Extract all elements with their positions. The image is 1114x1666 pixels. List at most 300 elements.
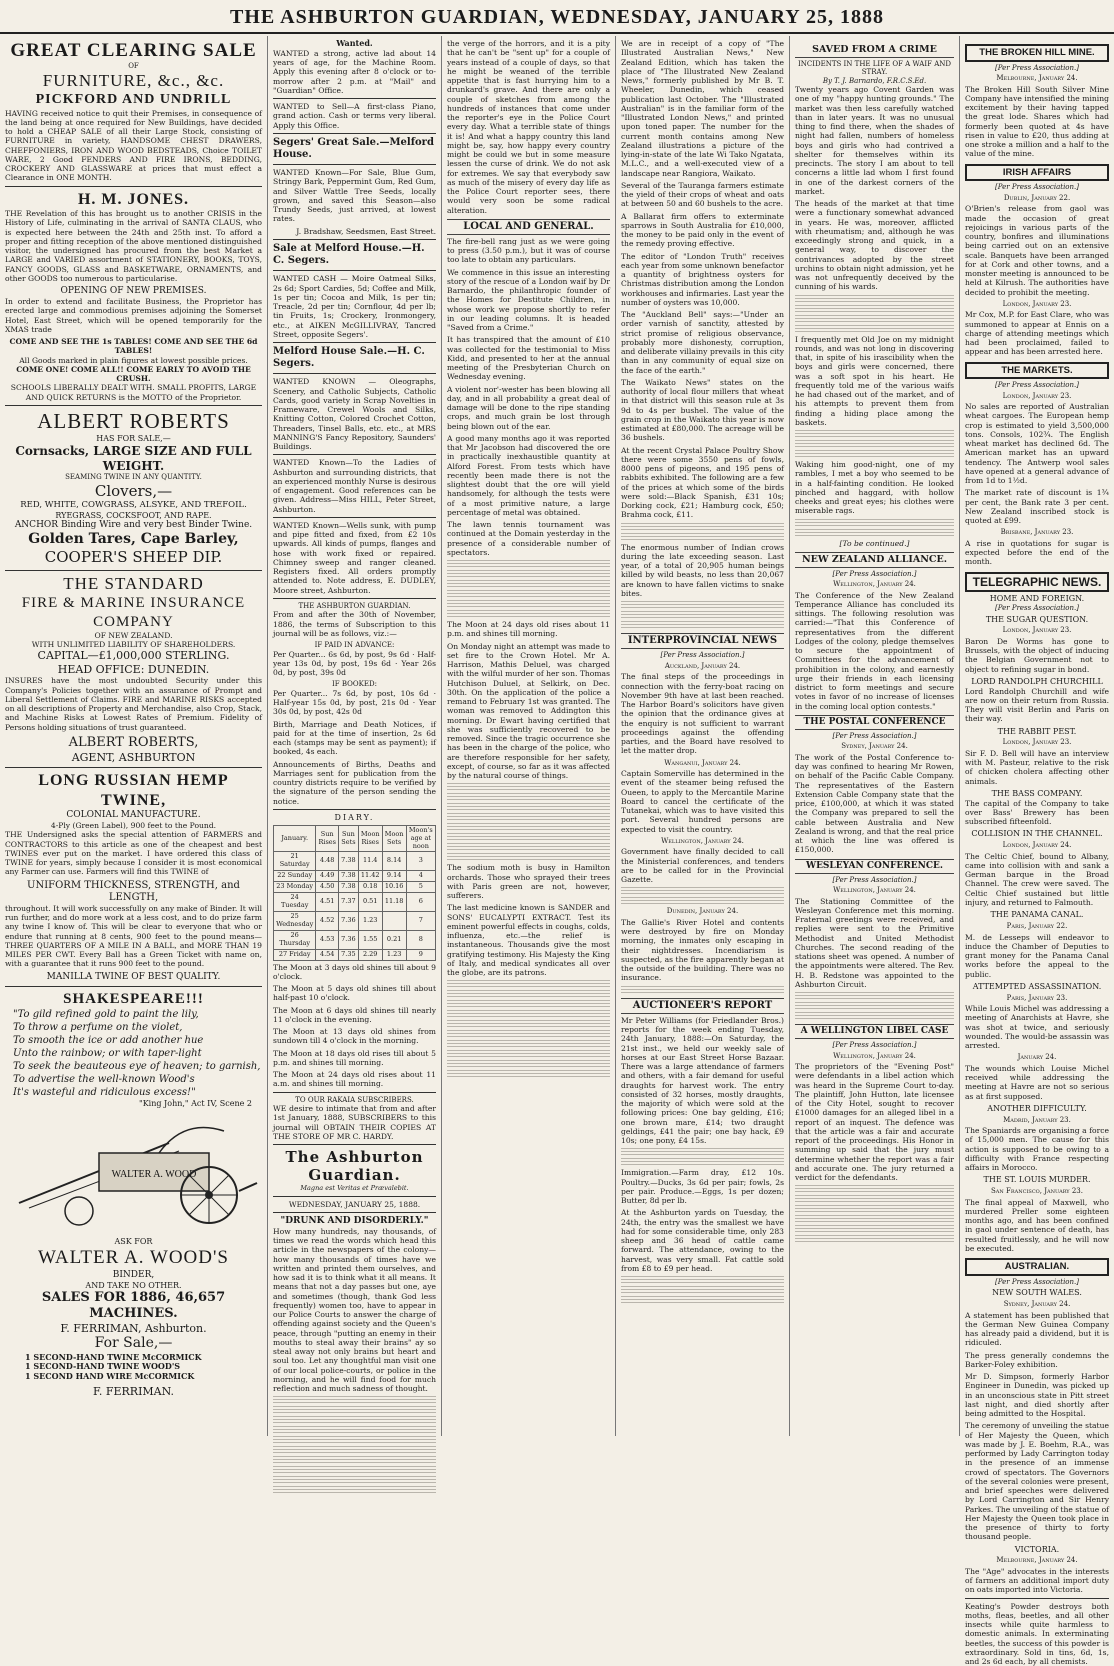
subscription-intro: From and after the 30th of November, 1886, the terms of Subscription to this journal will be as follows, viz.:—: [273, 610, 436, 638]
news-heading: THE SUGAR QUESTION.: [985, 614, 1089, 624]
wanted-ad: WANTED to Sell—A first-class Piano, grand action. Cash or terms very liberal. Apply this Office.: [273, 102, 436, 130]
illegible-text: [447, 980, 610, 988]
ad-insurance-capital: CAPITAL—£1,000,000 STERLING.: [37, 649, 230, 663]
news-item: We are in receipt of a copy of "The Illustrated Australian News," New Zealand Edition, which has taken the place of "The Illustrated New Zealand News," formerly published by Mr B. T. Wheeler, Dunedin, which ceased publication last October. The "Illustrated Australian" is in the familiar form of the "Illustrated London News," and printed upon toned paper. The number for the current month contains among New Zealand illustrations a picture of the lying-in-state of the late Wi Tako Ngatata, M.L.C., and a well-executed view of a landscape near Rangiora, Waikato.: [621, 39, 784, 178]
telegraphic-heading: TELEGRAPHIC NEWS.: [965, 572, 1109, 593]
ad-wood-title: WALTER A. WOOD'S: [38, 1247, 229, 1269]
ad-jones-subheading: OPENING OF NEW PREMISES.: [60, 286, 207, 297]
illegible-text: [447, 813, 610, 821]
diary-cell: 4.51: [316, 893, 339, 912]
diary-table: [273, 825, 436, 961]
divider: [5, 767, 262, 768]
rakaia-notice: WE desire to intimate that from and after 1st January, 1888, SUBSCRIBERS to this journal will OBTAIN THEIR COPIES AT THE STORE OF MR C. HARDY.: [273, 1104, 436, 1141]
dateline: London, January 23.: [1002, 626, 1072, 635]
ad-wood-for-sale: For Sale,—: [94, 1335, 173, 1352]
illegible-text: [795, 325, 954, 333]
moon-note: The Moon at 13 days old shines from sundown till 4 o'clock in the morning.: [273, 1027, 436, 1046]
news-item: The ceremony of unveiling the statue of Her Majesty the Queen, which was made by J. E. Boehm, R.A., was performed by Lady Carrington today in the presence of an immense crowd of spectators. The Governors of the several colonies were present, and brief speeches were delivered by Lord Carrington and Sir Henry Parkes. The unveiling of the statue of Her Majesty the Queen took place in the presence of thirty to forty thousand people.: [965, 1421, 1109, 1542]
diary-cell: 1.23: [382, 949, 406, 960]
dateline: Wellington, January 24.: [833, 886, 916, 895]
ad-jones-body-2: In order to extend and facilitate Business, the Proprietor has erected large and commodious premises adjoining the Somerset Hotel, East Street, which will be opened temporarily for the XMAS trade: [5, 297, 262, 334]
diary-cell: 0.18: [358, 882, 382, 893]
news-item: The market rate of discount is 1¾ per cent, the Bank rate 3 per cent. New Zealand inscribed stock is quoted at £99.: [965, 488, 1109, 526]
illegible-text: [795, 529, 954, 537]
diary-cell: 11.42: [358, 871, 382, 882]
ad-roberts-clovers: Clovers,—: [94, 481, 173, 500]
auctioneer-report: At the Ashburton yards on Tuesday, the 24th, the entry was the smallest we have had for some considerable time, only 283 sheep and 36 head of cattle came forward. The attendance, owing to the harvest, was very small. Fat cattle sold from £8 to £9 per head.: [621, 1208, 784, 1273]
illegible-text: [447, 600, 610, 608]
wanted-ad: WANTED Known—For Sale, Blue Gum, Stringy Bark, Peppermint Gum, Red Gum, and Silver Wattle Tree Seeds, locally grown, and saved this Season—also Trundy Seeds, just arrived, at lowest rates.: [273, 168, 436, 224]
illegible-text: [447, 1060, 610, 1068]
news-item: The press generally condemns the Barker-Foley exhibition.: [965, 1350, 1109, 1369]
diary-cell: 0.21: [382, 930, 406, 949]
news-item: The Gallie's River Hotel and contents were destroyed by fire on Monday morning, the inmates only escaping in their nightdresses. Incendiarism is suspected, as the fire apparently began at the outside of the building. There was no insurance.: [621, 917, 784, 983]
diary-cell: 24 Tuesday: [274, 893, 316, 912]
machine-label: WALTER A. WOOD: [111, 1168, 196, 1180]
illegible-text: [273, 1426, 436, 1434]
illegible-text: [795, 1235, 954, 1243]
illegible-text: [621, 887, 784, 895]
ad-wood-ask: ASK FOR: [114, 1236, 153, 1246]
divider: [273, 1212, 436, 1213]
illegible-text: [273, 1436, 436, 1444]
subscription-booked-label: IF BOOKED:: [332, 680, 377, 689]
illegible-text: [447, 580, 610, 588]
news-item: Captain Somerville has determined in the event of the steamer being refused the Oueen, to apply to the Mercantile Marine Board to cancel the certificate of the Tutanekai, which was to have visited this port. Several hundred persons are expected to visit the country.: [621, 769, 784, 834]
news-item: The editor of "London Truth" receives each year from some unknown benefactor a quantity of brightness oysters for Christmas distribution among the London workhouses and infirmaries. Last year the number of oysters was 10,000.: [621, 251, 784, 307]
diary-cell: 9: [406, 949, 435, 960]
dateline: London, January 23.: [1002, 299, 1072, 308]
subscription-booked-rates: Per Quarter... 7s 6d, by post, 10s 6d · Half-year 15s 0d, by post, 21s 0d · Year 30s 0d, by post, 42s 0d: [273, 688, 436, 717]
alliance-heading: NEW ZEALAND ALLIANCE.: [795, 552, 954, 568]
illegible-text: [447, 843, 610, 851]
news-heading: NEW SOUTH WALES.: [992, 1288, 1082, 1298]
diary-cell: 1.23: [358, 912, 382, 931]
divider: [273, 1092, 436, 1093]
illegible-text: [447, 783, 610, 791]
illegible-text: [621, 1158, 784, 1166]
news-item: A statement has been published that the German New Guinea Company has already paid a dividend, but it is ridiculed.: [965, 1310, 1109, 1348]
news-item: A Ballarat firm offers to exterminate sparrows in South Australia for £10,000, the money to be paid only in the event of the remedy proving effective.: [621, 211, 784, 249]
ad-firm-name: PICKFORD AND UNDRILL: [35, 92, 232, 108]
diary-cell: 11.4: [358, 852, 382, 871]
poem-line: Unto the rainbow; or with taper-light: [13, 1047, 202, 1059]
paper-title: The Ashburton Guardian.: [285, 1148, 424, 1185]
diary-cell: 4.49: [316, 871, 339, 882]
diary-cell: 7.38: [339, 882, 359, 893]
local-news-heading: LOCAL AND GENERAL.: [447, 219, 610, 235]
poem-line: It's wasteful and ridiculous excess!": [13, 1086, 196, 1098]
diary-row: [274, 893, 436, 912]
editorial-heading: "DRUNK AND DISORDERLY.": [280, 1215, 429, 1226]
divider: [273, 270, 436, 271]
ad-clearing-sale-of: OF: [128, 62, 139, 71]
ad-jones-line-2: All Goods marked in plain figures at lowest possible prices.: [19, 355, 248, 365]
illegible-text: [273, 1406, 436, 1414]
divider: [273, 164, 436, 165]
poem-line: To advertise the well-known Wood's: [13, 1073, 195, 1085]
dateline: Melbourne, January 24.: [996, 1556, 1078, 1565]
illegible-text: [621, 1296, 784, 1304]
diary-cell: 4.53: [316, 930, 339, 949]
divider: [273, 133, 436, 134]
illegible-text: [621, 1148, 784, 1156]
illegible-text: [273, 1396, 436, 1404]
divider: [273, 598, 436, 599]
ad-wood-item: 1 SECOND-HAND TWINE WOOD'S: [25, 1361, 181, 1372]
illegible-text: [447, 1020, 610, 1028]
illegible-text: [621, 986, 784, 994]
divider: [5, 405, 262, 406]
illegible-text: [795, 1012, 954, 1020]
subscription-notice: Announcements of Births, Deaths and Marriages sent for publication from the country districts require to be verified by the signature of the person sending the notice.: [273, 759, 436, 806]
news-item: The Broken Hill South Silver Mine Company have intensified the mining excitement by their having tapped the great lode. Shares which had formerly been quoted at 4s have risen in value to £20, thus adding at one stroke a million and a half to the value of the mine.: [965, 84, 1109, 159]
news-item: The "Age" advocates in the interests of farmers an additional import duty on oats imported into Victoria.: [965, 1566, 1109, 1595]
illegible-text: [795, 1195, 954, 1203]
dateline: Brisbane, January 23.: [1000, 528, 1074, 537]
diary-cell: 0.51: [358, 893, 382, 912]
ad-insurance-liability: WITH UNLIMITED LIABILITY OF SHAREHOLDERS.: [31, 640, 236, 650]
ad-insurance-title: FIRE & MARINE INSURANCE COMPANY: [21, 595, 246, 630]
ad-jones-line-4: SCHOOLS LIBERALLY DEALT WITH. SMALL PROFITS, LARGE AND QUICK RETURNS is the MOTTO of the Proprietor.: [10, 383, 257, 402]
wanted-heading: Wanted.: [336, 38, 373, 48]
press-association-credit: [Per Press Association.]: [660, 651, 745, 660]
news-item: Mr Cox, M.P. for East Clare, who was summoned to appear at Ennis on a charge of attending meetings which had been proclaimed, failed to appear and has been arrested here.: [965, 310, 1109, 357]
illegible-text: [621, 533, 784, 541]
keating-advert: Keating's Powder destroys both moths, fleas, beetles, and all other insects while quite harmless to domestic animals. In exterminating beetles, the success of this powder is extraordinary. Sold in tins, 6d, 1s, and 2s 6d each, by all chemists.: [965, 1601, 1109, 1666]
diary-cell: 7: [406, 912, 435, 931]
auctioneer-report: Immigration.—Farm dray, £12 10s. Poultry.—Ducks, 3s 6d per pair; fowls, 2s per pair. Produce.—Eggs, 1s per dozen; Butter, 8d per lb.: [621, 1168, 784, 1206]
ad-wood-signature: F. FERRIMAN.: [92, 1384, 175, 1398]
dateline: Sydney, January 24.: [1003, 1300, 1071, 1308]
diary-cell: 22 Sunday: [274, 871, 316, 882]
dateline: Dublin, January 22.: [1003, 193, 1071, 202]
story-heading: SAVED FROM A CRIME: [795, 43, 954, 58]
divider: [273, 809, 436, 810]
subscription-advance-label: IF PAID IN ADVANCE:: [314, 641, 395, 650]
illegible-text: [447, 1030, 610, 1038]
subscription-advance-rates: Per Quarter... 6s 6d, by post, 9s 6d · Half-year 13s 0d, by post, 19s 6d · Year 26s 0d, by post, 39s 0d: [273, 649, 436, 678]
diary-row: [274, 882, 436, 893]
divider: [273, 342, 436, 343]
diary-cell: 9.14: [382, 871, 406, 882]
news-item: The Spaniards are organising a force of 15,000 men. The cause for this action is supposed to be owing to a difficulty with France respecting affairs in Morocco.: [965, 1126, 1109, 1173]
wanted-ad: WANTED Known—Wells sunk, with pump and pipe fitted and fixed, from £2 10s upwards. All kinds of pumps, flanges and hose with work fixed or repaired. Chimney sweep and ranger cleaned. Registers fixed. All orders promptly attended to. Note address, E. DUDLEY, Moore street, Ashburton.: [273, 520, 436, 595]
news-item: The fire-bell rang just as we were going to press (3.50 p.m.), but it was of course too late to obtain any particulars.: [447, 236, 610, 265]
sale-notice: Melford House Sale.—H. C. Segers.: [273, 346, 425, 370]
diary-cell: 26 Thursday: [274, 930, 316, 949]
editorial-continuation: the verge of the horrors, and it is a pity that he can't be "sent up" for a couple of years instead of a couple of days, so that he might be weaned of the terrible appetite that is fast hurrying him to a drunkard's grave. And there are only a couple of sketches from among the hundreds of instances that come under the reporter's eye in the Police Court every day. What a terrible state of things it is! And what a happy country this land might be, say, how happy every country might be could we but in some measure lessen the curse of drink. We do not ask for extremes. We say that everybody saw as much of the misery of every day life as the Police Court reporter sees, there would very soon be some radical alteration.: [447, 39, 610, 215]
news-item: The final appeal of Maxwell, who murdered Preller some eighteen months ago, and has been confined in gaol under sentence of death, has resulted fruitlessly, and he will now be executed.: [965, 1197, 1109, 1253]
ad-wood-item: 1 SECOND HAND WIRE McCORMICK: [25, 1371, 195, 1382]
ad-twine-manila: MANILLA TWINE OF BEST QUALITY.: [46, 971, 221, 982]
diary-cell: [382, 912, 406, 931]
illegible-text: [447, 1040, 610, 1048]
news-heading: THE BASS COMPANY.: [991, 788, 1083, 798]
poem-line: To smooth the ice or add another hue: [13, 1034, 204, 1046]
illegible-text: [273, 1486, 436, 1494]
illegible-text: [795, 295, 954, 303]
ad-twine-body: THE Undersigned asks the special attention of FARMERS and CONTRACTORS to this article as one of the cheapest and best TWINES ever put on the market. I have ordered this class of TWINE for years, simply because I consider it is most economical any Farmer can use. Farmers will find this TWINE of: [5, 830, 262, 877]
ad-twine-title: LONG RUSSIAN HEMP TWINE,: [38, 772, 229, 809]
story-continued: [To be continued.]: [839, 538, 910, 548]
news-item: The wounds which Louise Michel received while addressing the meeting at Havre are not so serious as at first supposed.: [965, 1063, 1109, 1101]
auctioneer-report: Mr Peter Williams (for Friedlander Bros.) reports for the week ending Tuesday, 24th January, 1888:—On Saturday, the 21st inst., we held our weekly sale of horses at our East Street Horse Bazaar. There was a large attendance of farmers and others, with a fair demand for useful draughts for harvest work. The entry consisted of 32 horses, mostly draughts, the majority of which were sold at the following prices: One bay gelding, £16; one brown mare, £14; two draught geldings, £41 the pair; one bay hack, £9 10s; one pony, £4 15s.: [621, 1015, 784, 1146]
ad-roberts-sheep-dip: COOPER'S SHEEP DIP.: [44, 548, 223, 567]
dateline: Wellington, January 24.: [833, 1051, 916, 1060]
illegible-text: [795, 1205, 954, 1213]
australian-heading: AUSTRALIAN.: [965, 1258, 1109, 1276]
diary-row: [274, 871, 436, 882]
press-association-credit: [Per Press Association.]: [995, 381, 1079, 390]
dateline: London, January 24.: [1002, 841, 1072, 850]
news-item: On Monday night an attempt was made to set fire to the Crown Hotel. Mr A. Harrison, Mathis Deluel, was charged with the wilful murder of her son. Thomas Hutchison Duluel, at Selkirk, on Dec. 30th. On the application of the police a remand to February 1st was granted. The woman was removed to Addington this morning. Dr Ewart having certified that she was sufficiently recovered to be removed. Since the tragic occurrence she has been in the charge of the police, who are therefore responsible for her safety, except, of course, so far as it was affected by the natural course of things.: [447, 641, 610, 781]
ad-insurance-office: HEAD OFFICE: DUNEDIN.: [57, 662, 210, 676]
poem-line: To seek the beauteous eye of heaven; to garnish,: [13, 1060, 261, 1072]
diary-header-row: [274, 825, 436, 852]
ad-wood-binder: BINDER,: [112, 1269, 155, 1280]
diary-cell: 7.36: [339, 912, 359, 931]
illegible-text: [273, 1416, 436, 1424]
diary-cell: 4.50: [316, 882, 339, 893]
illegible-text: [795, 1225, 954, 1233]
diary-cell: 4.54: [316, 949, 339, 960]
diary-col-header: Sun Sets: [339, 825, 359, 852]
illegible-text: [795, 315, 954, 323]
column-6: [960, 36, 1114, 1666]
news-item: While Louis Michel was addressing a meeting of Anarchists at Havre, she was shot at twice, and seriously wounded. The would-be assassin was arrested.: [965, 1004, 1109, 1051]
press-association-credit: [Per Press Association.]: [832, 1041, 917, 1050]
press-association-credit: [Per Press Association.]: [995, 604, 1079, 613]
dateline: London, January 23.: [1002, 738, 1072, 747]
ad-wood-take: AND TAKE NO OTHER.: [85, 1280, 182, 1290]
dateline: Madrid, January 23.: [1003, 1115, 1071, 1124]
diary-row: [274, 949, 436, 960]
wanted-ad: WANTED a strong, active lad about 14 years of age, for the Machine Room. Apply this evening after 8 o'clock or to-morrow after 2 p.m. at "Mail" and "Guardian" Office.: [273, 48, 436, 95]
subscription-notice: Birth, Marriage and Death Notices, if paid for at the time of insertion, 2s 6d each (stamps may be sent as payment); if booked, 4s each.: [273, 719, 436, 757]
news-heading: LORD RANDOLPH CHURCHILL: [971, 676, 1103, 686]
story-paragraph: Twenty years ago Covent Garden was one of my "happy hunting grounds." The market was then less carefully watched than in later years. It was no unusual thing to find there, when the shades of night had fallen, numbers of homeless boys and girls who had contrived a shelter for themselves within its precincts. The story I am about to tell concerns a little lad whom I first found in one of the darkest corners of the market.: [795, 85, 954, 196]
ad-insurance-agent-title: AGENT, ASHBURTON: [71, 750, 196, 764]
divider: [5, 186, 262, 187]
press-association-credit: [Per Press Association.]: [832, 875, 917, 884]
diary-cell: 7.37: [339, 893, 359, 912]
postal-heading: THE POSTAL CONFERENCE: [795, 715, 954, 730]
ad-insurance-of: OF NEW ZEALAND.: [94, 630, 173, 640]
illegible-text: [795, 1185, 954, 1193]
news-item: A violent nor'-wester has been blowing all day, and in all probability a great deal of damage will be done to the ripe standing crops, and much grain be lost through being blown out of the ear.: [447, 384, 610, 431]
ad-insurance-body: INSURES have the most undoubted Security under this Company's Policies together with an assurance of Prompt and Liberal Settlement of Claims. FIRE and MARINE RISKS accepted on all descriptions of Property and Merchandise, also Crop, Stack, and Machine Risks at Lowest Rates of Premium. Fidelity of Persons holding situations of trust guaranteed.: [5, 676, 262, 732]
divider: [5, 986, 262, 987]
dateline: San Francisco, January 23.: [991, 1187, 1083, 1196]
ad-shakespeare-poem: [5, 1008, 262, 1099]
ad-jones-title: H. M. JONES.: [77, 190, 190, 208]
press-association-credit: [Per Press Association.]: [995, 1277, 1079, 1286]
diary-cell: 8: [406, 930, 435, 949]
ad-twine-subtitle: COLONIAL MANUFACTURE.: [66, 810, 201, 821]
ad-twine-ply: 4-Ply (Green Label), 900 feet to the Pound.: [50, 821, 217, 831]
illegible-text: [273, 1456, 436, 1464]
illegible-text: [795, 1002, 954, 1010]
illegible-text: [447, 610, 610, 618]
illegible-text: [621, 621, 784, 629]
news-heading: COLLISION IN THE CHANNEL.: [971, 829, 1103, 839]
diary-cell: 25 Wednesday: [274, 912, 316, 931]
news-item: The "Auckland Bell" says:—"Under an order varnish of sanctity, attested by strict promise of religious observance, probably more dishonesty, corruption, and deliberate villainy prevails in this city than in any community of equal size on the face of the earth.": [621, 310, 784, 375]
wanted-ad-signature: J. Bradshaw, Seedsmen, East Street.: [296, 226, 436, 236]
telegraphic-subheading: HOME AND FOREIGN.: [989, 594, 1085, 604]
illegible-text: [795, 1215, 954, 1223]
news-item: The Moon at 24 days old rises about 11 p.m. and shines till morning.: [447, 620, 610, 639]
diary-cell: 1.55: [358, 930, 382, 949]
news-item: The work of the Postal Conference to-day was confined to hearing Mr Rowen, on behalf of the Pacific Cable Company. The representatives of the Eastern Extension Cable Company state that the price, £100,000, at which it was stated the Company was prepared to sell the cable between Australia and New Zealand is wrong, and that the real price at which the line was offered is £150,000.: [795, 752, 954, 855]
moon-note: The Moon at 18 days old rises till about 5 p.m. and shines till morning.: [273, 1048, 436, 1067]
dateline: Paris, January 23.: [1006, 993, 1068, 1002]
diary-cell: 2.29: [358, 949, 382, 960]
illegible-text: [447, 793, 610, 801]
ad-wood-agent: F. FERRIMAN, Ashburton.: [60, 1322, 207, 1336]
news-item: The Conference of the New Zealand Temperance Alliance has concluded its sittings. The following resolution was carried:—"That this Conference of representatives from the different Lodges of the colony, pledge themselves to secure the appointment of Committees for the advancement of prohibition in the colony, and earnestly urge their friends in each licensing district to form meetings and secure votes in favor of no increase of licenses in the coming local option contests.": [795, 590, 954, 711]
ad-roberts-tares: Golden Tares, Cape Barley,: [28, 531, 239, 548]
story-paragraph: I frequently met Old Joe on my midnight rounds, and was not long in discovering that, in spite of his irascibility when the boys and girls were concerned, there was a soft spot in his heart. He frequently told me of the various waifs he had chased out of the market, and of his attempts to prevent them from finding a hiding place among the baskets.: [795, 334, 954, 427]
sale-notice: Sale at Melford House.—H. C. Segers.: [273, 242, 425, 267]
press-association-credit: [Per Press Association.]: [995, 183, 1079, 192]
news-item: The sodium moth is busy in Hamilton orchards. Those who sprayed their trees with Paris green are not, however, sufferers.: [447, 863, 610, 901]
ad-roberts-clover-types: RED, WHITE, COWGRASS, ALSYKE, AND TREFOIL.: [20, 500, 247, 511]
diary-cell: 21 Saturday: [274, 852, 316, 871]
illegible-text: [621, 1286, 784, 1294]
poem-line: To throw a perfume on the violet,: [13, 1021, 183, 1033]
news-item: Lord Randolph Churchill and wife are now on their return from Russia. They will visit Berlin and Paris on their way.: [965, 686, 1109, 724]
diary-cell: 11.18: [382, 893, 406, 912]
news-item: Sir F. D. Bell will have an interview with M. Pasteur, relative to the risk of chicken cholera affecting other animals.: [965, 748, 1109, 786]
ad-jones-body: THE Revelation of this has brought us to another CRISIS in the History of Life, culminating in the arrival of SANTA CLAUS, who is expected here between the 24th and 25th inst. To afford a proper and fitting reception of the above mentioned distinguished visitor, the undersigned has procured from the best Market a LARGE and VARIED assortment of STATIONERY, BOOKS, TOYS, FANCY GOODS, GLASS and BASKETWARE, ORNAMENTS, and other GOODS too numerous to particularise.: [5, 209, 262, 283]
news-item: The lawn tennis tournament was continued at the Domain yesterday in the presence of a considerable number of spectators.: [447, 520, 610, 557]
diary-col-header: Moon's age at noon: [406, 825, 435, 852]
illegible-text: [447, 1000, 610, 1008]
illegible-text: [447, 823, 610, 831]
news-item: Several of the Tauranga farmers estimate the yield of their crops of wheat and oats at between 50 and 60 bushels to the acre.: [621, 180, 784, 209]
dateline: Paris, January 22.: [1006, 921, 1068, 930]
divider: [273, 373, 436, 374]
moon-note: The Moon at 6 days old shines till nearly 11 o'clock in the evening.: [273, 1005, 436, 1024]
column-2: [268, 36, 442, 1436]
illegible-text: [795, 450, 954, 458]
libel-heading: A WELLINGTON LIBEL CASE: [795, 1024, 954, 1039]
diary-row: [274, 912, 436, 931]
column-4: [616, 36, 790, 1436]
ad-jones-line-1: COME AND SEE THE 1s TABLES! COME AND SEE THE 6d TABLES!: [9, 337, 258, 356]
news-item: Government have finally decided to call the Ministerial conferences, and tenders are to be called for in the Provincial Gazette.: [621, 847, 784, 885]
diary-cell: 4.52: [316, 912, 339, 931]
irish-affairs-heading: IRISH AFFAIRS: [965, 164, 1109, 182]
diary-cell: 8.14: [382, 852, 406, 871]
dateline: London, January 23.: [1002, 391, 1072, 400]
dateline: Auckland, January 24.: [664, 661, 741, 670]
news-heading: THE RABBIT PEST.: [997, 726, 1077, 736]
dateline: Melbourne, January 24.: [996, 74, 1078, 83]
illegible-text: [273, 1446, 436, 1454]
ad-roberts-twine: SEAMING TWINE IN ANY QUANTITY.: [65, 473, 202, 482]
illegible-text: [795, 305, 954, 313]
news-heading: THE PANAMA CANAL.: [990, 910, 1084, 920]
column-1: [0, 36, 268, 1436]
divider: [273, 1144, 436, 1145]
ad-twine-body-2: throughout. It will work successfully on any make of Binder. It will run further, and do more work at a less cost, and to do prize farm any twine I know of. This will be clear to everyone that who or endure that running at 8 cents, 900 feet to the pound means—THREE QUARTERS OF A MILE IN A BALL, and MORE THAN 19 MILES PER CWT. Every Ball has a Green Ticket with name on, with a guarantee that it runs 900 feet to the pound.: [5, 903, 262, 969]
illegible-text: [447, 1070, 610, 1078]
illegible-text: [621, 601, 784, 609]
diary-row: [274, 930, 436, 949]
editorial-body: How many hundreds, nay thousands, of times we read the words which head this article in the newspapers of the colony—how many thousands of times have we written and printed them ourselves, and how sad it is to think what it all means. It means that not a day passes but one, aye and sometimes (though, thank God less frequently) women too, have to appear in our Police Courts to answer the charge of offending against society and the Queen's peace, through "putting an enemy in their mouths to steal away their brains" ay so steal away not only brains but heart and soul too. Let any thoughtful man visit one of our local police-courts, or police in the morning, and he will find food for much reflection and much sadness of thought.: [273, 1226, 436, 1394]
press-association-credit: [Per Press Association.]: [832, 731, 917, 740]
column-5: [790, 36, 960, 1436]
illegible-text: [447, 1010, 610, 1018]
illegible-text: [795, 519, 954, 527]
news-item: A good many months ago it was reported that Mr Jacobson had discovered the ore in practically inexhaustible quantity at Alford Forest. From tests which have recently been made there is not the slightest doubt that the ore will yield handsomely, for although the tests were of a most primitive nature, a large percentage of metal was obtained.: [447, 433, 610, 517]
diary-cell: 7.35: [339, 949, 359, 960]
news-item: The capital of the Company to take over Bass' Brewery has been subscribed fifteenfold.: [965, 798, 1109, 827]
illegible-text: [447, 1050, 610, 1058]
auctioneer-heading: AUCTIONEER'S REPORT: [621, 998, 784, 1014]
illegible-text: [447, 590, 610, 598]
story-paragraph: Waking him good-night, one of my rambles, I met a boy who seemed to be in a half-fainting condition. He looked pinched and haggard, with hollow cheeks and great eyes; his clothes were miserable rags.: [795, 460, 954, 516]
moon-note: The Moon at 5 days old shines till about half-past 10 o'clock.: [273, 984, 436, 1003]
diary-col-header: Moon Rises: [358, 825, 382, 852]
poem-line: "To gild refined gold to paint the lily,: [13, 1008, 199, 1020]
diary-cell: 4.48: [316, 852, 339, 871]
ad-insurance-the: THE STANDARD: [63, 573, 204, 593]
diary-cell: 4: [406, 871, 435, 882]
news-item: The proprietors of the "Evening Post" were defendants in a libel action which was heard in the Supreme Court to-day. The plaintiff, John Hutton, late licensee of the City Hotel, sought to recover £1000 damages for an alleged libel in a report of an inquest. The defence was that the article was a fair and accurate report of the proceedings. His Honor in summing up said that the jury must determine whether the report was a fair and accurate one. The jury returned a verdict for the defendants.: [795, 1062, 954, 1183]
wesleyan-heading: WESLEYAN CONFERENCE.: [795, 859, 954, 874]
ad-clearing-sale-body: HAVING received notice to quit their Premises, in consequence of the land being at once required for New Buildings, have decided to hold a CHEAP SALE of all their Large Stock, consisting of FURNITURE in variety, HANDSOME CHEST DRAWERS, CHEFFONIERS, IRON AND WOOD BEDSTEADS, Choice TOILET WARE, 2 Good FENDERS AND FIRE IRONS, BEDDING, CROCKERY AND GLASSWARE at prices that must effect a Clearance in ONE MONTH.: [5, 108, 262, 183]
subscription-heading: THE ASHBURTON GUARDIAN.: [298, 601, 411, 610]
wanted-ad: WANTED CASH — Moire Oatmeal Silks, 2s 6d; Sport Cardies, 5d; Coffee and Milk, 1s per tin; Cocoa and Milk, 1s per tin; Treacle, 2d per tin; Cornflour, 4d per lb; tin Fruits, 1s; Crockery, Ironmongery, etc., at AIKEN McGILLIVRAY, Tancred Street, opposite Segers'.: [273, 274, 436, 339]
dateline: Wanganui, January 24.: [664, 758, 741, 767]
ad-roberts-wire: ANCHOR Binding Wire and very best Binder Twine.: [14, 520, 253, 531]
illegible-text: [447, 803, 610, 811]
binder-machine-illustration: [9, 1113, 259, 1233]
divider: [273, 1196, 436, 1197]
ad-clearing-sale-subtitle: FURNITURE, &c., &c.: [42, 70, 225, 90]
news-item: Mr D. Simpson, formerly Harbor Engineer in Dunedin, was picked up in an unconscious state in Pitt street last night, and died shortly after being admitted to the Hospital.: [965, 1372, 1109, 1419]
story-subheading: INCIDENTS IN THE LIFE OF A WAIF AND STRAY.: [797, 59, 952, 77]
illegible-text: [621, 611, 784, 619]
ad-roberts-grasses: RYEGRASS, COCKSFOOT, AND RAPE.: [55, 510, 212, 520]
ad-roberts-has: HAS FOR SALE,—: [96, 434, 171, 444]
column-3: [442, 36, 616, 1436]
diary-col-header: Sun Rises: [316, 825, 339, 852]
broken-hill-heading: THE BROKEN HILL MINE.: [965, 44, 1109, 62]
moon-note: The Moon at 3 days old shines till about 9 o'clock.: [273, 962, 436, 981]
illegible-text: [795, 440, 954, 448]
divider: [273, 454, 436, 455]
wanted-ad: WANTED KNOWN — Oleographs, Scenery, and Catholic Subjects, Catholic Cards, good variety in Scrap Novelties in Frameware, Crewel Wools and Silks, Knitting Cotton, Colored Crochet Cotton, Threaders, Tinsel Balls, etc. etc., at MRS MANNING'S Fancy Repository, Saunders' Buildings.: [273, 377, 436, 452]
news-item: We commence in this issue an interesting story of the rescue of a London waif by Dr Barnardo, the philanthropic founder of the Homes for Destitute Children, in whose work we propose shortly to refer in our leading columns. It is headed "Saved from a Crime.": [447, 267, 610, 333]
divider: [273, 98, 436, 99]
diary-row: [274, 852, 436, 871]
news-heading: VICTORIA.: [1014, 1544, 1060, 1554]
illegible-text: [795, 430, 954, 438]
moon-note: The Moon at 24 days old rises about 11 a.m. and shines till morning.: [273, 1070, 436, 1089]
news-item: It has transpired that the amount of £10 was collected for the testimonial to Miss Kidd, and presented to her at the annual meeting of the Presbyterian Church on Wednesday evening.: [447, 335, 610, 382]
diary-cell: 7.36: [339, 930, 359, 949]
diary-cell: 5: [406, 882, 435, 893]
diary-col-header: January.: [274, 825, 316, 852]
ad-roberts-title: ALBERT ROBERTS: [37, 408, 230, 433]
interprovincial-heading: INTERPROVINCIAL NEWS: [621, 633, 784, 649]
story-paragraph: The heads of the market at that time were a functionary somewhat advanced in years. He was, moreover, afflicted with rheumatism; and, although he was exceedingly strong and quick, in a general way, to discover the contrivances adopted by the street urchins to obtain night admission, yet he was not unfrequently deceived by the cunning of his wards.: [795, 199, 954, 292]
